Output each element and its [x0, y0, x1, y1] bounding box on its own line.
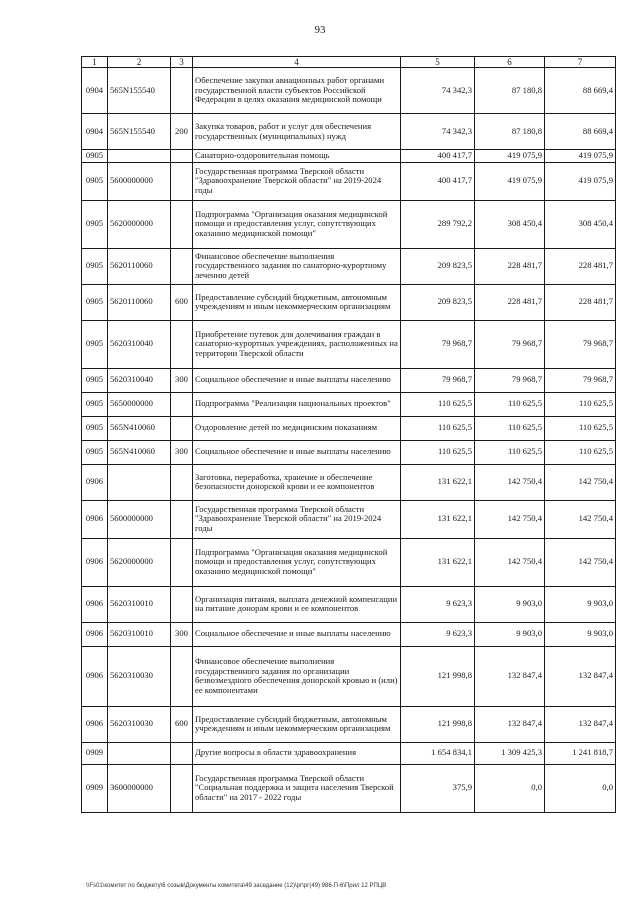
- expense-type-code: 600: [171, 706, 193, 742]
- target-article-code: [108, 150, 171, 163]
- section-code: 0905: [82, 392, 108, 416]
- section-code: 0909: [82, 742, 108, 764]
- amount-year-2: 110 625,5: [475, 392, 545, 416]
- table-row: [82, 368, 616, 392]
- amount-year-2: 132 847,4: [475, 706, 545, 742]
- target-article-code: 5620310040: [108, 368, 171, 392]
- expense-type-code: [171, 586, 193, 622]
- table-row: [82, 200, 616, 248]
- amount-year-3: 9 903,0: [545, 586, 616, 622]
- item-description: Подпрограмма "Реализация национальных проектов": [193, 392, 401, 416]
- amount-year-3: 79 968,7: [545, 320, 616, 368]
- amount-year-2: 419 075,9: [475, 162, 545, 200]
- item-description: Подпрограмма "Организация оказания медицинской помощи и предоставления услуг, сопутствующих оказанию медицинской помощи": [193, 200, 401, 248]
- table-row: [82, 742, 616, 764]
- section-code: 0906: [82, 586, 108, 622]
- expense-type-code: [171, 764, 193, 812]
- amount-year-2: 9 903,0: [475, 586, 545, 622]
- section-code: 0906: [82, 538, 108, 586]
- amount-year-1: 110 625,5: [401, 416, 475, 440]
- amount-year-2: 0,0: [475, 764, 545, 812]
- amount-year-2: 87 180,8: [475, 68, 545, 114]
- item-description: Государственная программа Тверской области "Здравоохранение Тверской области" на 2019-2024 годы: [193, 162, 401, 200]
- item-description: Государственная программа Тверской области "Здравоохранение Тверской области" на 2019-2024 годы: [193, 500, 401, 538]
- expense-type-code: [171, 68, 193, 114]
- table-row: [82, 622, 616, 646]
- amount-year-2: 228 481,7: [475, 248, 545, 284]
- amount-year-2: 308 450,4: [475, 200, 545, 248]
- amount-year-1: 74 342,3: [401, 68, 475, 114]
- amount-year-1: 131 622,1: [401, 538, 475, 586]
- section-code: 0909: [82, 764, 108, 812]
- item-description: Заготовка, переработка, хранение и обеспечение безопасности донорской крови и ее компонентов: [193, 464, 401, 500]
- table-row: [82, 284, 616, 320]
- section-code: 0906: [82, 706, 108, 742]
- target-article-code: 5620110060: [108, 284, 171, 320]
- col-header-4: 4: [193, 57, 401, 68]
- target-article-code: 5650000000: [108, 392, 171, 416]
- table-row: [82, 320, 616, 368]
- amount-year-3: 132 847,4: [545, 646, 616, 706]
- expense-type-code: [171, 162, 193, 200]
- amount-year-1: 400 417,7: [401, 162, 475, 200]
- amount-year-2: 110 625,5: [475, 416, 545, 440]
- item-description: Социальное обеспечение и иные выплаты населению: [193, 368, 401, 392]
- amount-year-1: 209 823,5: [401, 248, 475, 284]
- target-article-code: 5620310010: [108, 586, 171, 622]
- amount-year-3: 9 903,0: [545, 622, 616, 646]
- section-code: 0906: [82, 500, 108, 538]
- item-description: Санаторно-оздоровительная помощь: [193, 150, 401, 163]
- target-article-code: 565N155540: [108, 68, 171, 114]
- expense-type-code: [171, 248, 193, 284]
- col-header-2: 2: [108, 57, 171, 68]
- amount-year-1: 1 654 834,1: [401, 742, 475, 764]
- header-row: [82, 57, 616, 68]
- expense-type-code: [171, 416, 193, 440]
- section-code: 0905: [82, 200, 108, 248]
- amount-year-1: 131 622,1: [401, 464, 475, 500]
- col-header-1: 1: [82, 57, 108, 68]
- amount-year-3: 0,0: [545, 764, 616, 812]
- section-code: 0906: [82, 464, 108, 500]
- amount-year-3: 110 625,5: [545, 416, 616, 440]
- target-article-code: 5600000000: [108, 162, 171, 200]
- table-row: [82, 68, 616, 114]
- item-description: Закупка товаров, работ и услуг для обеспечения государственных (муниципальных) нужд: [193, 114, 401, 150]
- table-row: [82, 416, 616, 440]
- amount-year-1: 289 792,2: [401, 200, 475, 248]
- table-row: [82, 538, 616, 586]
- item-description: Обеспечение закупки авиационных работ органами государственной власти субъектов Российской Федерации в целях оказания медицинской помощи: [193, 68, 401, 114]
- section-code: 0905: [82, 440, 108, 464]
- amount-year-3: 228 481,7: [545, 284, 616, 320]
- target-article-code: 5620310030: [108, 646, 171, 706]
- item-description: Государственная программа Тверской области "Социальная поддержка и защита населения Тверской области" на 2017 - 2022 годы: [193, 764, 401, 812]
- table-row: [82, 114, 616, 150]
- col-header-5: 5: [401, 57, 475, 68]
- item-description: Социальное обеспечение и иные выплаты населению: [193, 622, 401, 646]
- table-row: [82, 586, 616, 622]
- section-code: 0906: [82, 646, 108, 706]
- expense-type-code: [171, 150, 193, 163]
- amount-year-1: 131 622,1: [401, 500, 475, 538]
- amount-year-3: 228 481,7: [545, 248, 616, 284]
- item-description: Предоставление субсидий бюджетным, автономным учреждениям и иным некоммерческим организациям: [193, 284, 401, 320]
- budget-table: [81, 56, 616, 813]
- item-description: Приобретение путевок для долечивания граждан в санаторно-курортных учреждениях, расположенных на территории Тверской области: [193, 320, 401, 368]
- amount-year-3: 1 241 818,7: [545, 742, 616, 764]
- table-row: [82, 706, 616, 742]
- amount-year-1: 74 342,3: [401, 114, 475, 150]
- table-row: [82, 464, 616, 500]
- target-article-code: 5620110060: [108, 248, 171, 284]
- section-code: 0905: [82, 248, 108, 284]
- section-code: 0905: [82, 162, 108, 200]
- section-code: 0905: [82, 368, 108, 392]
- expense-type-code: 300: [171, 622, 193, 646]
- target-article-code: [108, 742, 171, 764]
- target-article-code: 565N410060: [108, 416, 171, 440]
- expense-type-code: [171, 200, 193, 248]
- amount-year-2: 132 847,4: [475, 646, 545, 706]
- expense-type-code: [171, 320, 193, 368]
- amount-year-2: 142 750,4: [475, 464, 545, 500]
- expense-type-code: [171, 538, 193, 586]
- table-row: [82, 162, 616, 200]
- amount-year-1: 79 968,7: [401, 320, 475, 368]
- amount-year-2: 1 309 425,3: [475, 742, 545, 764]
- amount-year-3: 110 625,5: [545, 440, 616, 464]
- section-code: 0905: [82, 150, 108, 163]
- table-row: [82, 764, 616, 812]
- section-code: 0905: [82, 320, 108, 368]
- target-article-code: 5620310010: [108, 622, 171, 646]
- amount-year-2: 79 968,7: [475, 368, 545, 392]
- amount-year-1: 9 623,3: [401, 586, 475, 622]
- amount-year-1: 209 823,5: [401, 284, 475, 320]
- amount-year-1: 375,9: [401, 764, 475, 812]
- expense-type-code: 600: [171, 284, 193, 320]
- amount-year-1: 79 968,7: [401, 368, 475, 392]
- page-number: 93: [314, 24, 326, 36]
- item-description: Организация питания, выплата денежной компенсации на питание донорам крови и ее компонентов: [193, 586, 401, 622]
- target-article-code: 5620000000: [108, 200, 171, 248]
- section-code: 0904: [82, 68, 108, 114]
- target-article-code: 565N155540: [108, 114, 171, 150]
- target-article-code: 5620000000: [108, 538, 171, 586]
- table-row: [82, 440, 616, 464]
- amount-year-2: 87 180,8: [475, 114, 545, 150]
- item-description: Финансовое обеспечение выполнения государственного задания по санаторно-курортному лечению детей: [193, 248, 401, 284]
- table-row: [82, 150, 616, 163]
- amount-year-3: 419 075,9: [545, 150, 616, 163]
- amount-year-1: 9 623,3: [401, 622, 475, 646]
- table-row: [82, 646, 616, 706]
- item-description: Финансовое обеспечение выполнения государственного задания по организации безвозмездного обеспечения донорской кровью и (или) ее компонентами: [193, 646, 401, 706]
- amount-year-3: 88 669,4: [545, 68, 616, 114]
- target-article-code: [108, 464, 171, 500]
- table-row: [82, 392, 616, 416]
- expense-type-code: 200: [171, 114, 193, 150]
- section-code: 0904: [82, 114, 108, 150]
- item-description: Социальное обеспечение и иные выплаты населению: [193, 440, 401, 464]
- amount-year-2: 110 625,5: [475, 440, 545, 464]
- amount-year-3: 142 750,4: [545, 464, 616, 500]
- amount-year-3: 110 625,5: [545, 392, 616, 416]
- amount-year-2: 228 481,7: [475, 284, 545, 320]
- target-article-code: 5600000000: [108, 500, 171, 538]
- amount-year-3: 88 669,4: [545, 114, 616, 150]
- section-code: 0905: [82, 284, 108, 320]
- table-row: [82, 500, 616, 538]
- amount-year-3: 79 968,7: [545, 368, 616, 392]
- col-header-3: 3: [171, 57, 193, 68]
- amount-year-1: 110 625,5: [401, 440, 475, 464]
- target-article-code: 5620310030: [108, 706, 171, 742]
- expense-type-code: [171, 742, 193, 764]
- amount-year-2: 79 968,7: [475, 320, 545, 368]
- item-description: Другие вопросы в области здравоохранения: [193, 742, 401, 764]
- amount-year-3: 419 075,9: [545, 162, 616, 200]
- footer-file-path: \\Fs01\комитет по бюджету\6 созыв\Документы комитета\49 заседание (12)\рг\рг(49) 986-П-6\Прил 12 РПЦВ: [86, 883, 387, 889]
- expense-type-code: [171, 500, 193, 538]
- amount-year-3: 308 450,4: [545, 200, 616, 248]
- target-article-code: 565N410060: [108, 440, 171, 464]
- expense-type-code: 300: [171, 368, 193, 392]
- amount-year-2: 142 750,4: [475, 538, 545, 586]
- col-header-6: 6: [475, 57, 545, 68]
- amount-year-2: 419 075,9: [475, 150, 545, 163]
- amount-year-3: 132 847,4: [545, 706, 616, 742]
- table-row: [82, 248, 616, 284]
- item-description: Подпрограмма "Организация оказания медицинской помощи и предоставления услуг, сопутствующих оказанию медицинской помощи": [193, 538, 401, 586]
- item-description: Оздоровление детей по медицинским показаниям: [193, 416, 401, 440]
- section-code: 0905: [82, 416, 108, 440]
- target-article-code: 3600000000: [108, 764, 171, 812]
- amount-year-1: 110 625,5: [401, 392, 475, 416]
- amount-year-1: 121 998,8: [401, 706, 475, 742]
- expense-type-code: [171, 464, 193, 500]
- amount-year-3: 142 750,4: [545, 500, 616, 538]
- expense-type-code: 300: [171, 440, 193, 464]
- col-header-7: 7: [545, 57, 616, 68]
- target-article-code: 5620310040: [108, 320, 171, 368]
- expense-type-code: [171, 646, 193, 706]
- item-description: Предоставление субсидий бюджетным, автономным учреждениям и иным некоммерческим организациям: [193, 706, 401, 742]
- amount-year-3: 142 750,4: [545, 538, 616, 586]
- amount-year-2: 9 903,0: [475, 622, 545, 646]
- amount-year-1: 121 998,8: [401, 646, 475, 706]
- amount-year-1: 400 417,7: [401, 150, 475, 163]
- expense-type-code: [171, 392, 193, 416]
- section-code: 0906: [82, 622, 108, 646]
- amount-year-2: 142 750,4: [475, 500, 545, 538]
